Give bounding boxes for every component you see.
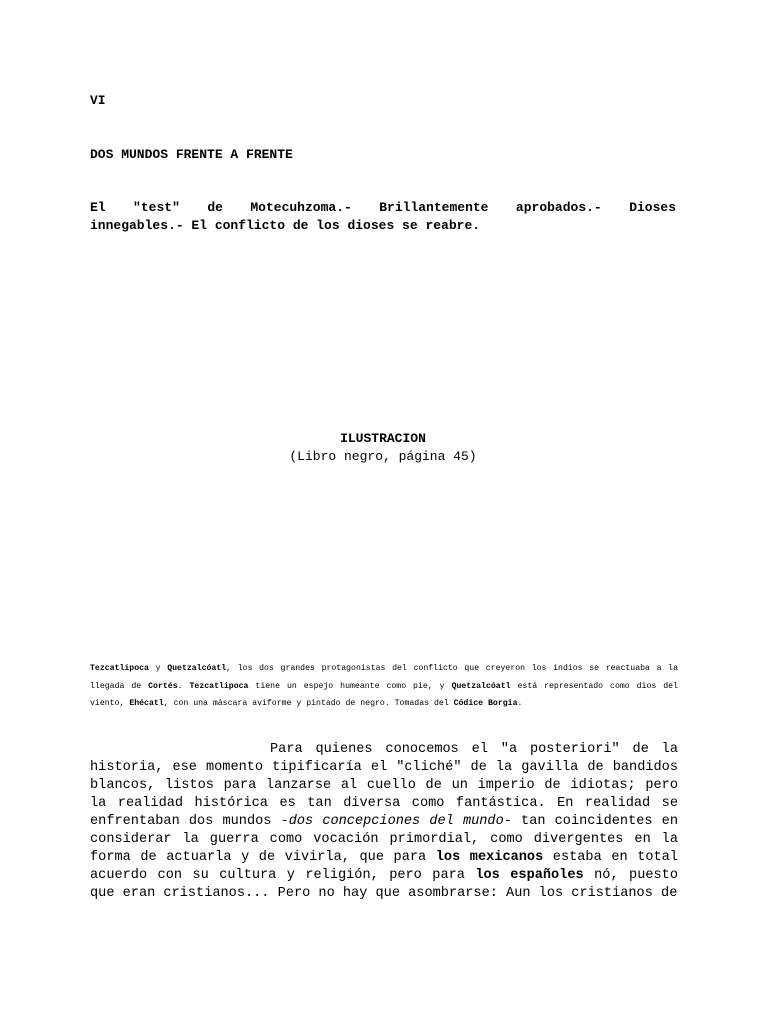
caption-text: , con una máscara aviforme y pintado de negro. Tomadas del: [163, 699, 454, 708]
chapter-title: DOS MUNDOS FRENTE A FRENTE: [90, 147, 293, 162]
caption-name: Tezcatlipoca: [90, 664, 149, 673]
body-italic-run: dos concepciones del mundo: [288, 814, 504, 829]
caption-text: y: [148, 664, 168, 673]
caption-text: .: [517, 699, 523, 708]
body-text-run: estaba en total acuerdo con su cultura y religión, pero para: [90, 850, 678, 883]
chapter-summary: [90, 199, 676, 235]
caption-name: Cortés: [148, 681, 178, 691]
body-text-run: - tan coincidentes en considerar la guerra como vocación primordial, como divergentes en la forma de actuarla y de vivirla, que para: [90, 814, 678, 865]
illustration-placeholder: [90, 430, 676, 466]
illustration-label: ILUSTRACION: [340, 431, 426, 446]
caption-name: Ehécatl: [129, 699, 164, 708]
body-paragraph: [90, 741, 678, 903]
caption-text: , los dos grandes protagonistas del conflicto que creyeron los indios se reactuaba a la llegada de: [90, 664, 678, 691]
caption-name: Quetzalcóatl: [451, 681, 511, 691]
caption-name: Códice Borgia: [453, 699, 518, 708]
caption-name: Tezcatlipoca: [189, 681, 249, 691]
caption-name: Quetzalcóatl: [167, 664, 227, 673]
summary-line-2: innegables.- El conflicto de los dioses se reabre.: [90, 218, 481, 233]
caption-text: tiene un espejo humeante como pie, y: [248, 681, 452, 691]
body-text-run: nó, puesto que eran cristianos... Pero no hay que asombrarse: Aun los cristianos de: [90, 868, 679, 901]
body-bold-run: los españoles: [475, 868, 584, 883]
body-text-run: Para quienes conocemos el "a posteriori" de la historia, ese momento tipificaría el "cliché" de la gavilla de bandidos blancos, listos para lanzarse al cuello de un imperio de idiotas; pero la realidad histórica es tan diversa como fantástica. En realidad se enfrentaban dos mundos -: [90, 742, 678, 829]
illustration-caption: [90, 660, 678, 713]
body-bold-run: los mexicanos: [435, 850, 544, 865]
illustration-source: (Libro negro, página 45): [289, 449, 477, 464]
chapter-number: VI: [90, 93, 106, 108]
summary-line-1: El "test" de Motecuhzoma.- Brillantemente aprobados.- Dioses: [90, 200, 676, 215]
caption-text: está representado como dios del viento,: [90, 681, 678, 708]
caption-text: .: [177, 681, 190, 691]
